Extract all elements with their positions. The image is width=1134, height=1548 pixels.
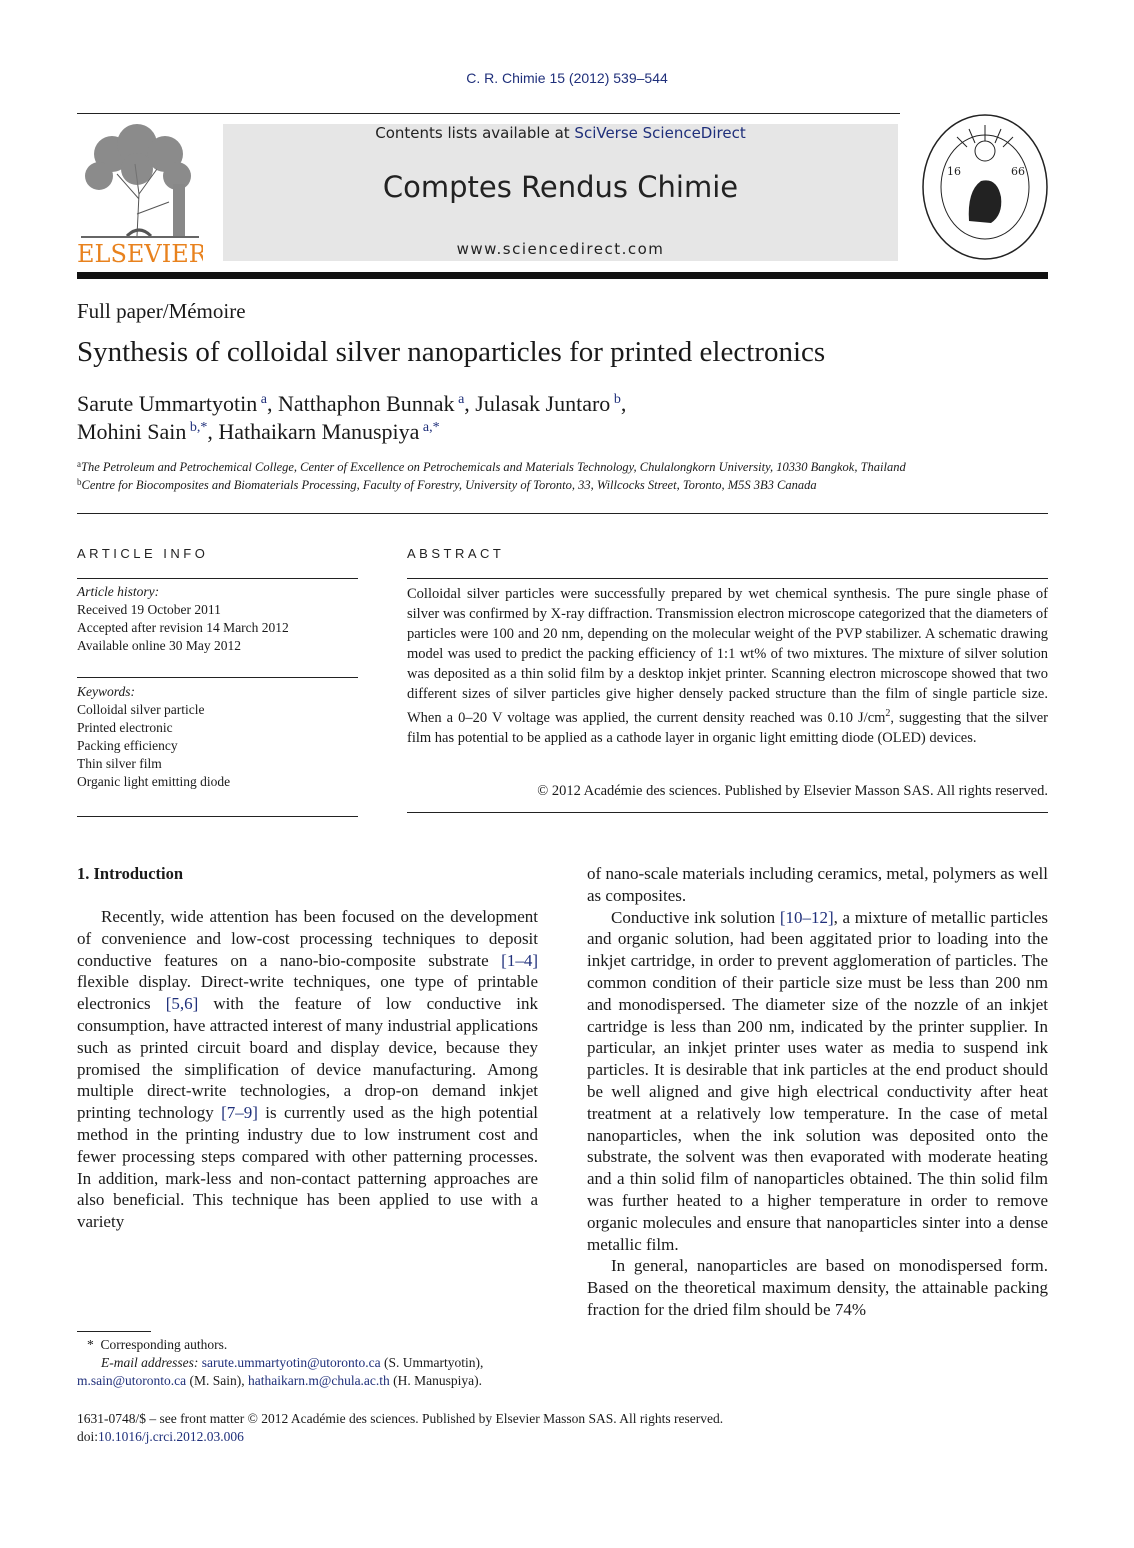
- academy-seal-logo: [919, 111, 1051, 263]
- sciencedirect-link[interactable]: SciVerse ScienceDirect: [574, 124, 746, 142]
- affiliation-marker[interactable]: a,*: [422, 420, 440, 435]
- author-name[interactable]: Julasak Juntaro: [475, 391, 611, 416]
- author-name[interactable]: Hathaikarn Manuspiya: [218, 419, 420, 444]
- header-divider: [77, 113, 900, 114]
- author-name[interactable]: Natthaphon Bunnak: [277, 391, 455, 416]
- affiliation: $^b$Centre for Biocomposites and Biomaterials Processing, Faculty of Forestry, University of Toronto, 33, Willcocks Street, Toronto, M5S 3B3 Canada: [77, 477, 817, 492]
- author-name[interactable]: Sarute Ummartyotin: [77, 391, 258, 416]
- history-label: Article history:: [77, 584, 160, 599]
- author-name[interactable]: Mohini Sain: [77, 419, 187, 444]
- affiliation-marker[interactable]: a: [260, 392, 267, 407]
- keywords: [77, 683, 358, 791]
- keyword: Printed electronic: [77, 720, 173, 735]
- reference-link[interactable]: [1–4]: [501, 950, 538, 970]
- journal-citation[interactable]: C. R. Chimie 15 (2012) 539–544: [466, 70, 668, 86]
- abstract-text: Colloidal silver particles were successfully prepared by wet chemical synthesis. The pure single phase of silver was confirmed by X-ray diffraction. Transmission electron microscope categorized that the diameters of particles were 100 and 20 nm, depending on the molecular weight of the PVP stabilizer. A schematic drawing model was used to predict the packing efficiency of 1:1 wt% of two mixtures. The mixture of silver solution was deposited as a thin solid film by a desktop inkjet printer. Scanning electron microscope showed that two different sizes of silver particles give higher densely packed structure than the film of single particle size. When a 0–20 V voltage was applied, the current density reached was 0.10 $J/cm^2$, suggesting that the silver film has potential to be applied as a cathode layer in organic light emitting diode (OLED) devices.: [407, 586, 1049, 746]
- abstract-copyright: © 2012 Académie des sciences. Published by Elsevier Masson SAS. All rights reserved.: [537, 783, 1048, 799]
- journal-title: Comptes Rendus Chimie: [382, 170, 739, 204]
- divider: [77, 677, 358, 678]
- authors-line: Sarute Ummartyotin $^a$, Natthaphon Bunnak $^a$, Julasak Juntaro $^b$,: [77, 391, 627, 416]
- divider: [77, 578, 358, 579]
- paragraph: of nano-scale materials including ceramics, metal, polymers as well as composites.: [587, 864, 1048, 905]
- paragraph: In general, nanoparticles are based on monodispersed form. Based on the theoretical maximum density, the attainable packing fraction for the dried film should be 74%: [587, 1256, 1048, 1319]
- contents-availability: Contents lists available at SciVerse ScienceDirect: [375, 124, 746, 142]
- article-type: Full paper/Mémoire: [77, 299, 246, 323]
- authors-line: Mohini Sain $^{b,*}$, Hathaikarn Manuspiya $^{a,*}$: [77, 419, 440, 444]
- email-link[interactable]: sarute.ummartyotin@utoronto.ca: [201, 1355, 381, 1370]
- keyword: Colloidal silver particle: [77, 702, 205, 717]
- journal-homepage-link[interactable]: www.sciencedirect.com: [456, 240, 665, 258]
- affiliation-marker[interactable]: b,*: [189, 420, 208, 435]
- divider: [77, 816, 358, 817]
- page-footer: [77, 1410, 723, 1446]
- body-column-right: [587, 863, 1048, 1321]
- svg-text:66: 66: [1011, 165, 1025, 178]
- article-title: Synthesis of colloidal silver nanoparticles for printed electronics: [77, 336, 826, 368]
- affiliation: $^a$The Petroleum and Petrochemical College, Center of Excellence on Petrochemicals and Materials Technology, Chulalongkorn University, 10330 Bangkok, Thailand: [77, 459, 906, 474]
- keyword: Organic light emitting diode: [77, 774, 231, 789]
- header-thick-rule: [77, 272, 1048, 279]
- svg-text:16: 16: [947, 165, 961, 178]
- body-column-left: [77, 906, 538, 1233]
- email-link[interactable]: m.sain@utoronto.ca: [77, 1373, 187, 1388]
- article-info-heading: ARTICLE INFO: [77, 546, 209, 561]
- divider: [407, 812, 1048, 813]
- reference-link[interactable]: [7–9]: [221, 1103, 258, 1123]
- received-date: Received 19 October 2011: [77, 602, 221, 617]
- affiliation-marker[interactable]: a: [458, 392, 465, 407]
- abstract-heading: ABSTRACT: [407, 546, 505, 561]
- paragraph: Recently, wide attention has been focused on the development of convenience and low-cost processing techniques to deposit conductive features on a nano-bio-composite substrate [1–4] flexible display. Direct-write techniques, one type of printable electronics [5,6] with the feature of low conductive ink consumption, have attracted interest of many industrial applications such as printed circuit board and display device, because they promised the simplification of device manufacturing. Among multiple direct-write technologies, a drop-on demand inkjet printing technology [7–9] is currently used as the high potential method in the printing industry due to low instrument cost and fewer processing steps compared with other patterning processes. In addition, mark-less and non-contact patterning approaches are also beneficial. This technique has been applied to use with a variety: [77, 907, 538, 1232]
- accepted-date: Accepted after revision 14 March 2012: [77, 620, 289, 635]
- issn-line: 1631-0748/$ – see front matter © 2012 Académie des sciences. Published by Elsevier Masson SAS. All rights reserved.: [77, 1411, 724, 1426]
- doi-line: doi:10.1016/j.crci.2012.03.006: [77, 1429, 244, 1444]
- keyword: Thin silver film: [77, 756, 162, 771]
- keywords-label: Keywords:: [77, 684, 135, 699]
- elsevier-logo: [77, 124, 203, 264]
- online-date: Available online 30 May 2012: [77, 638, 241, 653]
- article-history: [77, 583, 358, 655]
- section-divider: [77, 513, 1048, 514]
- doi-link[interactable]: 10.1016/j.crci.2012.03.006: [98, 1429, 244, 1444]
- corresponding-author-footnote: * Corresponding authors. E-mail addresses: sarute.ummartyotin@utoronto.ca (S. Ummartyotin), m.sain@utoronto.ca (M. Sain), hathaikarn.m@chula.ac.th (H. Manuspiya).: [77, 1337, 484, 1388]
- affiliation-marker[interactable]: b: [613, 392, 621, 407]
- introduction-heading: 1. Introduction: [77, 864, 184, 883]
- keyword: Packing efficiency: [77, 738, 178, 753]
- reference-link[interactable]: [10–12]: [779, 907, 834, 927]
- paragraph: Conductive ink solution [10–12], a mixture of metallic particles and organic solution, had been aggitated prior to loading into the inkjet cartridge, in order to prevent agglomeration of particles. The common condition of their particle size must be less than 200 nm and monodispersed. The diameter size of the nozzle of an inkjet cartridge is less than 200 nm, indicated by the printer supplier. In particular, an inkjet printer uses water as media to suspend ink particles. It is desirable that ink particles at the end product should be well aligned and give high electrical conductivity after heat treatment at a relatively low temperature. In the case of metal nanoparticles, when the ink solution was deposited onto the substrate, the solvent was then evaporated with moderate heating and a thin solid film of nanoparticles obtained. The thin solid film was further heated to a higher temperature in order to remove organic molecules and ensure that nanoparticles sinter into a dense metallic film.: [587, 907, 1049, 1254]
- email-link[interactable]: hathaikarn.m@chula.ac.th: [248, 1373, 390, 1388]
- divider: [407, 578, 1048, 579]
- svg-text:ELSEVIER: ELSEVIER: [77, 240, 203, 264]
- reference-link[interactable]: [5,6]: [165, 994, 199, 1014]
- footnote-divider: [77, 1331, 151, 1332]
